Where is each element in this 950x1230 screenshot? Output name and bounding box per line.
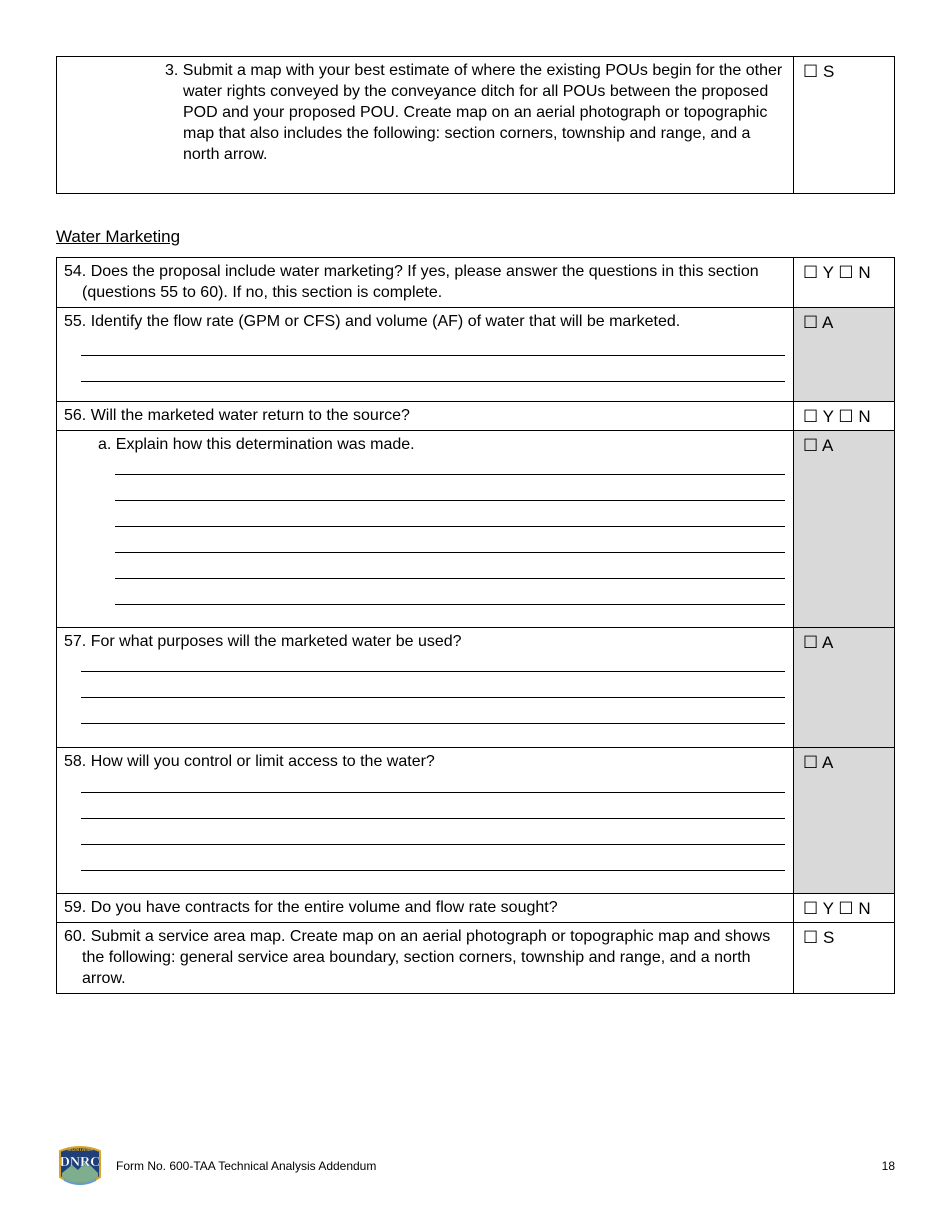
water-marketing-table (56, 257, 895, 994)
q56a-answer-lines[interactable] (115, 455, 785, 605)
q56a-text: a. Explain how this determination was made. (98, 436, 415, 453)
q58-text: 58. How will you control or limit access to the water? (64, 753, 435, 770)
q55-answer-lines[interactable] (81, 332, 785, 382)
q55-text: 55. Identify the flow rate (GPM or CFS) and volume (AF) of water that will be marketed. (64, 313, 681, 330)
q56a-row (57, 431, 895, 628)
q57-text: 57. For what purposes will the marketed water be used? (64, 633, 462, 650)
item-3-table (56, 56, 895, 194)
dnrc-logo (56, 1143, 104, 1189)
q60-row (57, 923, 895, 994)
q57-row (57, 628, 895, 748)
q55-checkbox[interactable]: ☐ A (794, 308, 895, 402)
form-number: Form No. 600-TAA Technical Analysis Addendum (116, 1159, 377, 1173)
q57-checkbox[interactable]: ☐ A (794, 628, 895, 748)
q55-row (57, 308, 895, 402)
q56a-checkbox[interactable]: ☐ A (794, 431, 895, 628)
q54-text: 54. Does the proposal include water marketing? If yes, please answer the questions in this section (questions 55 to 60). If no, this section is complete. (64, 263, 759, 301)
q54-checkbox[interactable]: ☐ Y ☐ N (794, 258, 895, 308)
q60-text: 60. Submit a service area map. Create map on an aerial photograph or topographic map and shows the following: general service area boundary, section corners, township and range, and a north arrow. (64, 928, 771, 987)
item-3-cell (57, 57, 794, 194)
q58-checkbox[interactable]: ☐ A (794, 748, 895, 894)
q59-checkbox[interactable]: ☐ Y ☐ N (794, 894, 895, 923)
q57-answer-lines[interactable] (81, 652, 785, 724)
q56-text: 56. Will the marketed water return to the source? (64, 407, 410, 424)
section-title: Water Marketing (56, 227, 181, 246)
page-number: 18 (881, 1159, 895, 1173)
svg-text:MONTANA: MONTANA (67, 1147, 93, 1153)
q58-answer-lines[interactable] (81, 772, 785, 871)
q59-text: 59. Do you have contracts for the entire volume and flow rate sought? (64, 899, 558, 916)
q60-checkbox[interactable]: ☐ S (794, 923, 895, 994)
q58-row (57, 748, 895, 894)
item-3-checkbox[interactable]: ☐ S (794, 57, 895, 194)
q54-row (57, 258, 895, 308)
q56-row (57, 402, 895, 431)
q59-row (57, 894, 895, 923)
page-footer (56, 1143, 895, 1189)
q56-checkbox[interactable]: ☐ Y ☐ N (794, 402, 895, 431)
item-3-text: 3. Submit a map with your best estimate of where the existing POUs begin for the other water rights conveyed by the conveyance ditch for all POUs between the proposed POD and your proposed POU. Create map on an aerial photograph or topographic map that also includes the following: section corners, township and range, and a north arrow. (165, 62, 783, 163)
svg-text:DNRC: DNRC (59, 1155, 101, 1170)
